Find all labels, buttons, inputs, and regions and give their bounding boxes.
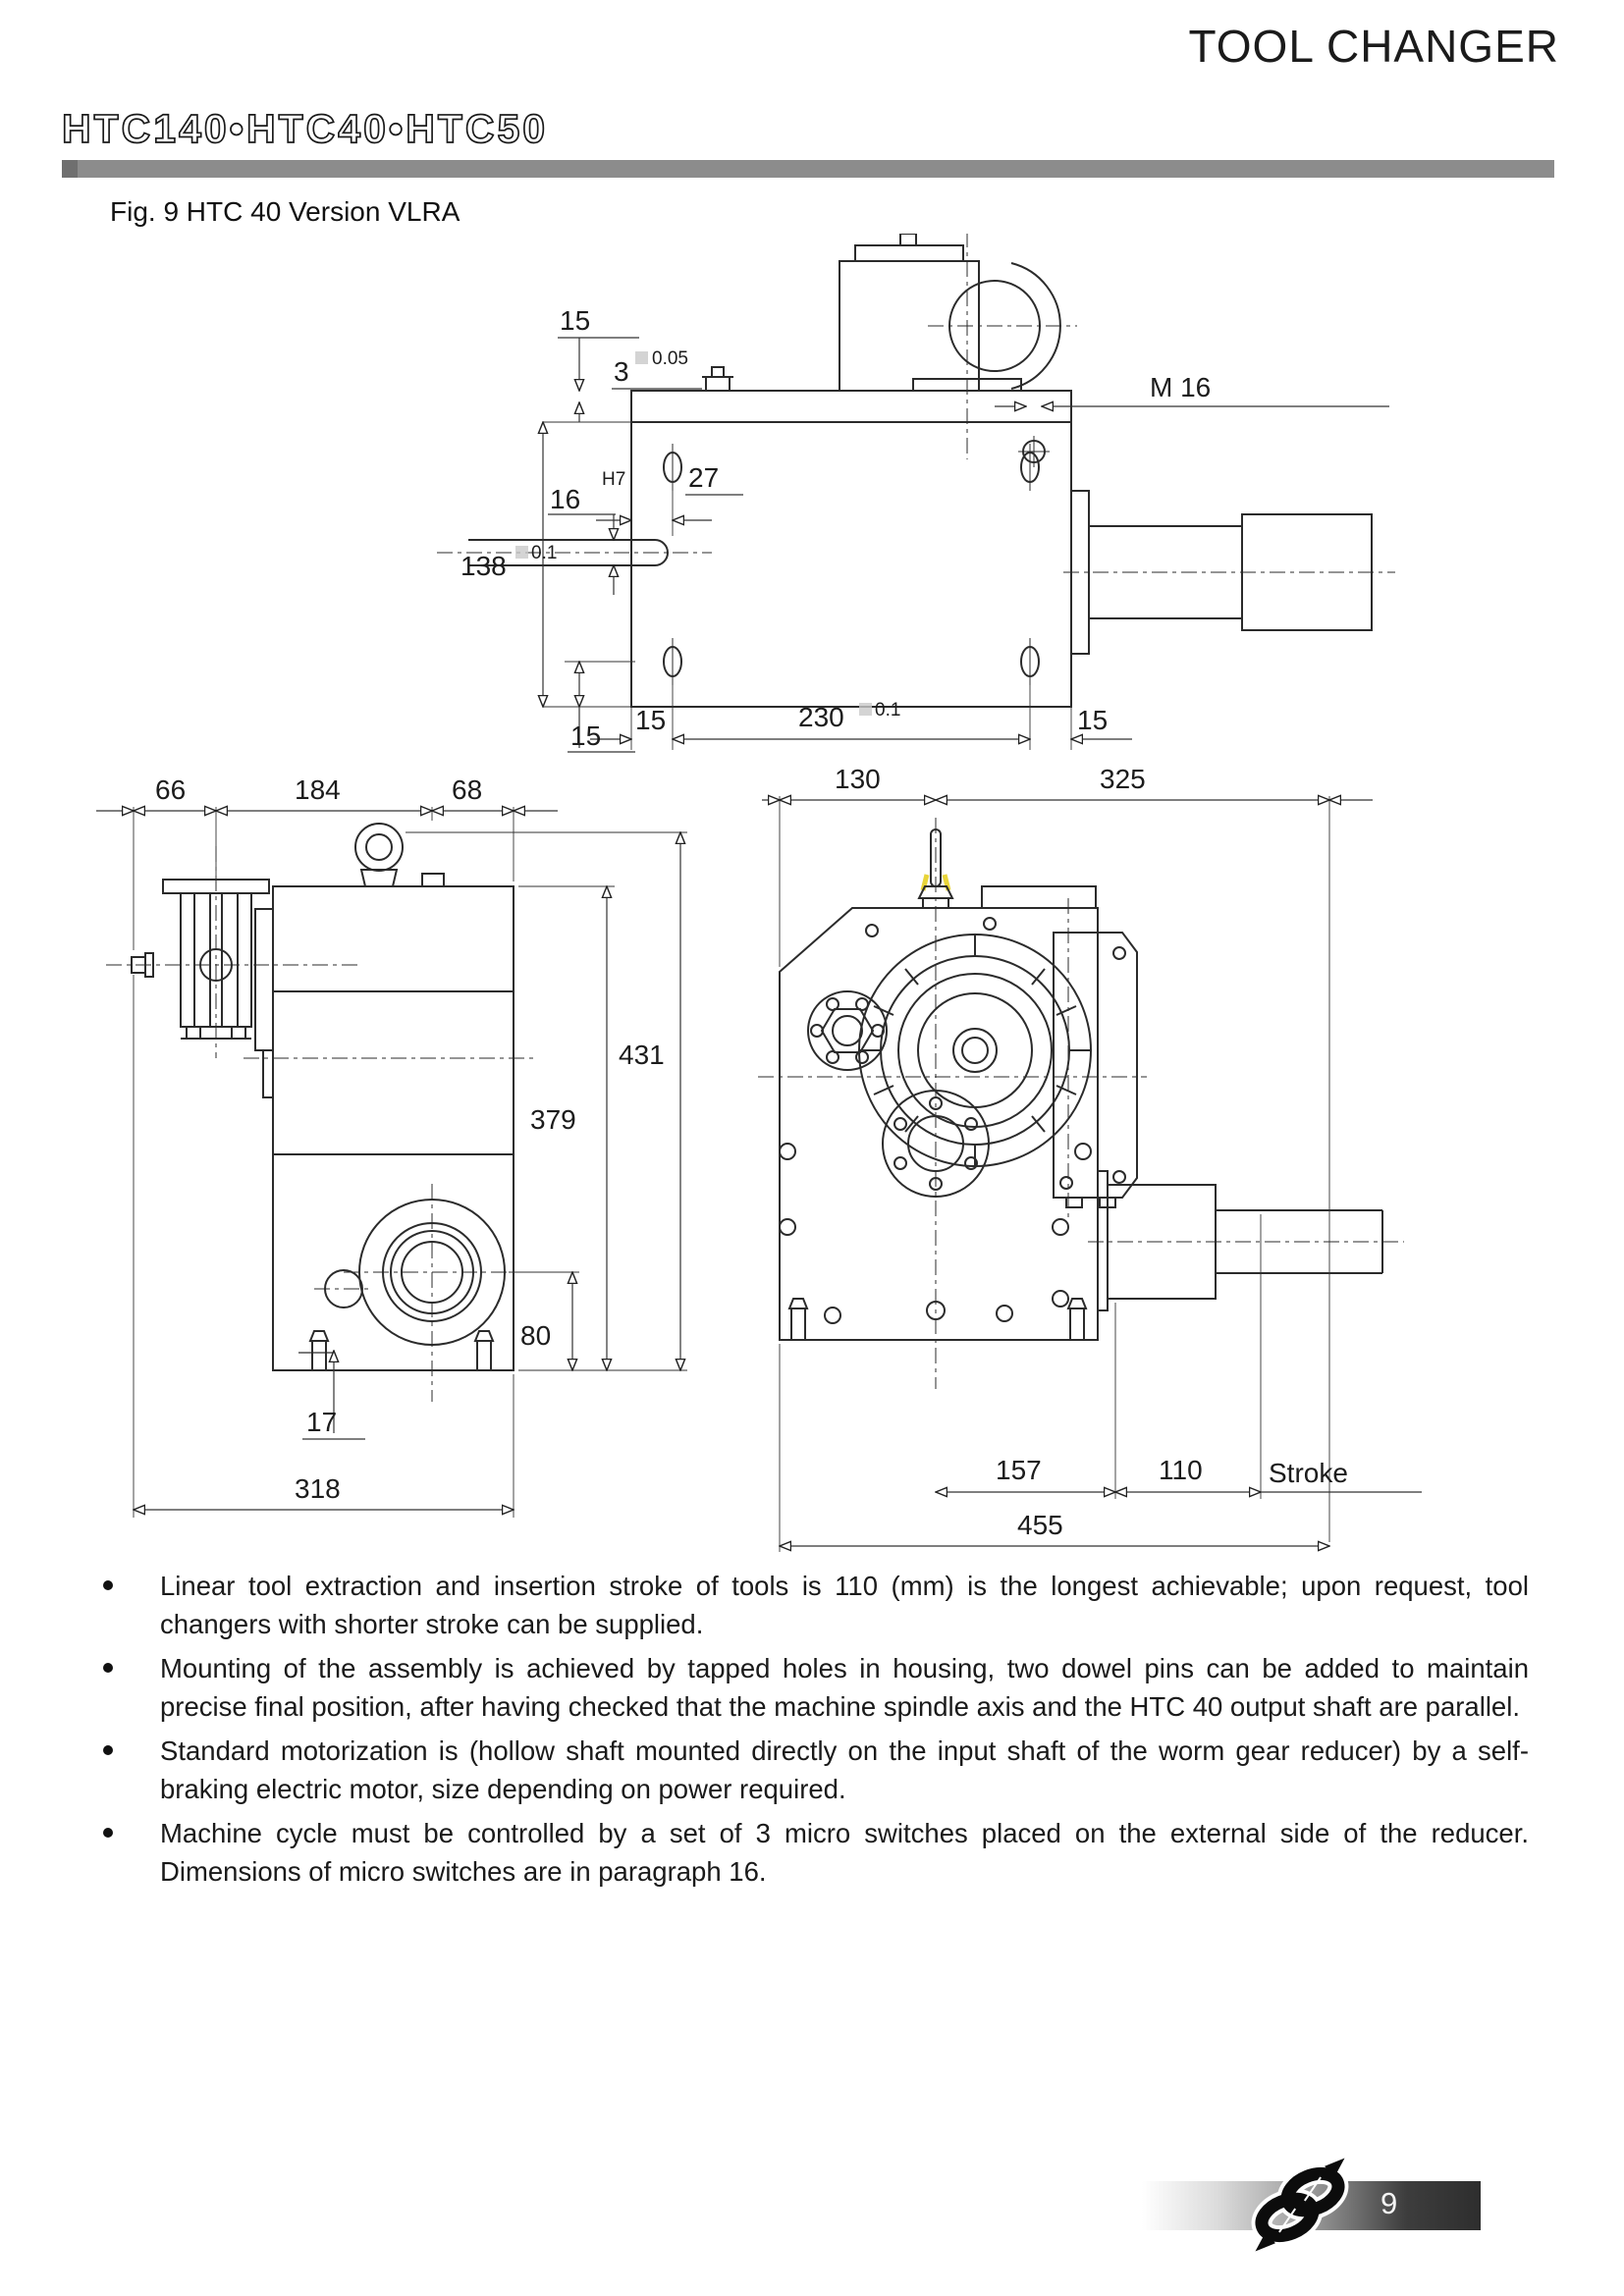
dim-431: 431	[619, 1040, 665, 1070]
dim-3: 3	[614, 356, 629, 387]
brand-knot-logo-icon	[1235, 2152, 1363, 2260]
dim-455: 455	[1017, 1510, 1063, 1540]
header-rule	[62, 160, 1554, 178]
dim-138-tol: 0.1	[531, 543, 558, 563]
dim-379: 379	[530, 1104, 576, 1135]
dim-m16: M 16	[1150, 372, 1212, 402]
note-text: Standard motorization is (hollow shaft mounted directly on the input shaft of the worm gear reducer) by a self-braking electric motor, size depending on power required.	[160, 1735, 1529, 1805]
breather-plug	[702, 367, 733, 391]
notes-list	[93, 1567, 1529, 1896]
dim-138: 138	[460, 551, 507, 581]
header-rule-cap	[62, 160, 78, 178]
dim-15-top: 15	[560, 305, 591, 336]
list-item	[93, 1732, 1529, 1808]
top-view-dimensions	[543, 338, 1389, 752]
list-item	[93, 1814, 1529, 1891]
page-title: TOOL CHANGER	[1188, 21, 1559, 72]
output-shaft-front-view	[1098, 1171, 1382, 1310]
bullet-icon	[103, 1828, 113, 1838]
dim-68: 68	[452, 774, 483, 805]
side-view-drawing	[77, 764, 725, 1549]
dim-230-tol: 0.1	[875, 700, 901, 721]
dim-157: 157	[996, 1455, 1042, 1485]
side-view-geometry	[132, 824, 514, 1370]
dim-15-left: 15	[570, 721, 602, 751]
dim-184: 184	[295, 774, 341, 805]
motor-side-view	[132, 880, 269, 1039]
list-item	[93, 1649, 1529, 1726]
dim-27: 27	[688, 462, 720, 493]
dim-325: 325	[1100, 764, 1146, 794]
lifting-eye	[355, 824, 403, 886]
list-item	[93, 1567, 1529, 1643]
page-number: 9	[1380, 2186, 1398, 2220]
dim-66: 66	[155, 774, 187, 805]
bullet-icon	[103, 1663, 113, 1673]
dim-80: 80	[520, 1320, 552, 1351]
dim-318: 318	[295, 1473, 341, 1504]
dim-15-bottom-right: 15	[1077, 705, 1109, 735]
figure-caption: Fig. 9 HTC 40 Version VLRA	[110, 196, 460, 227]
dim-110: 110	[1159, 1455, 1203, 1485]
input-hex-flange	[808, 991, 887, 1070]
bullet-icon	[103, 1745, 113, 1755]
dim-3-tol: 0.05	[652, 348, 688, 369]
dim-17: 17	[306, 1407, 338, 1437]
side-view-dimensions	[96, 807, 687, 1518]
model-names-heading: HTC140•HTC40•HTC50	[62, 106, 549, 151]
front-view-dimensions	[762, 796, 1422, 1552]
worm-gear-housing	[859, 934, 1091, 1166]
motor-top-view	[839, 234, 1060, 391]
dim-230: 230	[798, 702, 844, 732]
dim-16: 16	[550, 484, 581, 514]
dim-16-tol: H7	[602, 469, 626, 490]
note-text: Machine cycle must be controlled by a set of 3 micro switches placed on the external side of the reducer. Dimensions of micro switches are in paragraph 16.	[160, 1818, 1529, 1888]
front-view-geometry	[780, 829, 1382, 1340]
stroke-label: Stroke	[1269, 1458, 1348, 1488]
front-view-drawing	[754, 761, 1441, 1566]
note-text: Mounting of the assembly is achieved by tapped holes in housing, two dowel pins can be added to maintain precise final position, after having checked that the machine spindle axis and the HTC 40 output shaft are parallel.	[160, 1653, 1529, 1723]
dim-130: 130	[835, 764, 881, 794]
bullet-icon	[103, 1580, 113, 1590]
top-view-drawing	[378, 234, 1399, 783]
note-text: Linear tool extraction and insertion stroke of tools is 110 (mm) is the longest achievable; upon request, tool changers with shorter stroke can be supplied.	[160, 1571, 1529, 1640]
motor-mount-block	[1054, 933, 1137, 1207]
dim-15-bottom-left: 15	[635, 705, 667, 735]
